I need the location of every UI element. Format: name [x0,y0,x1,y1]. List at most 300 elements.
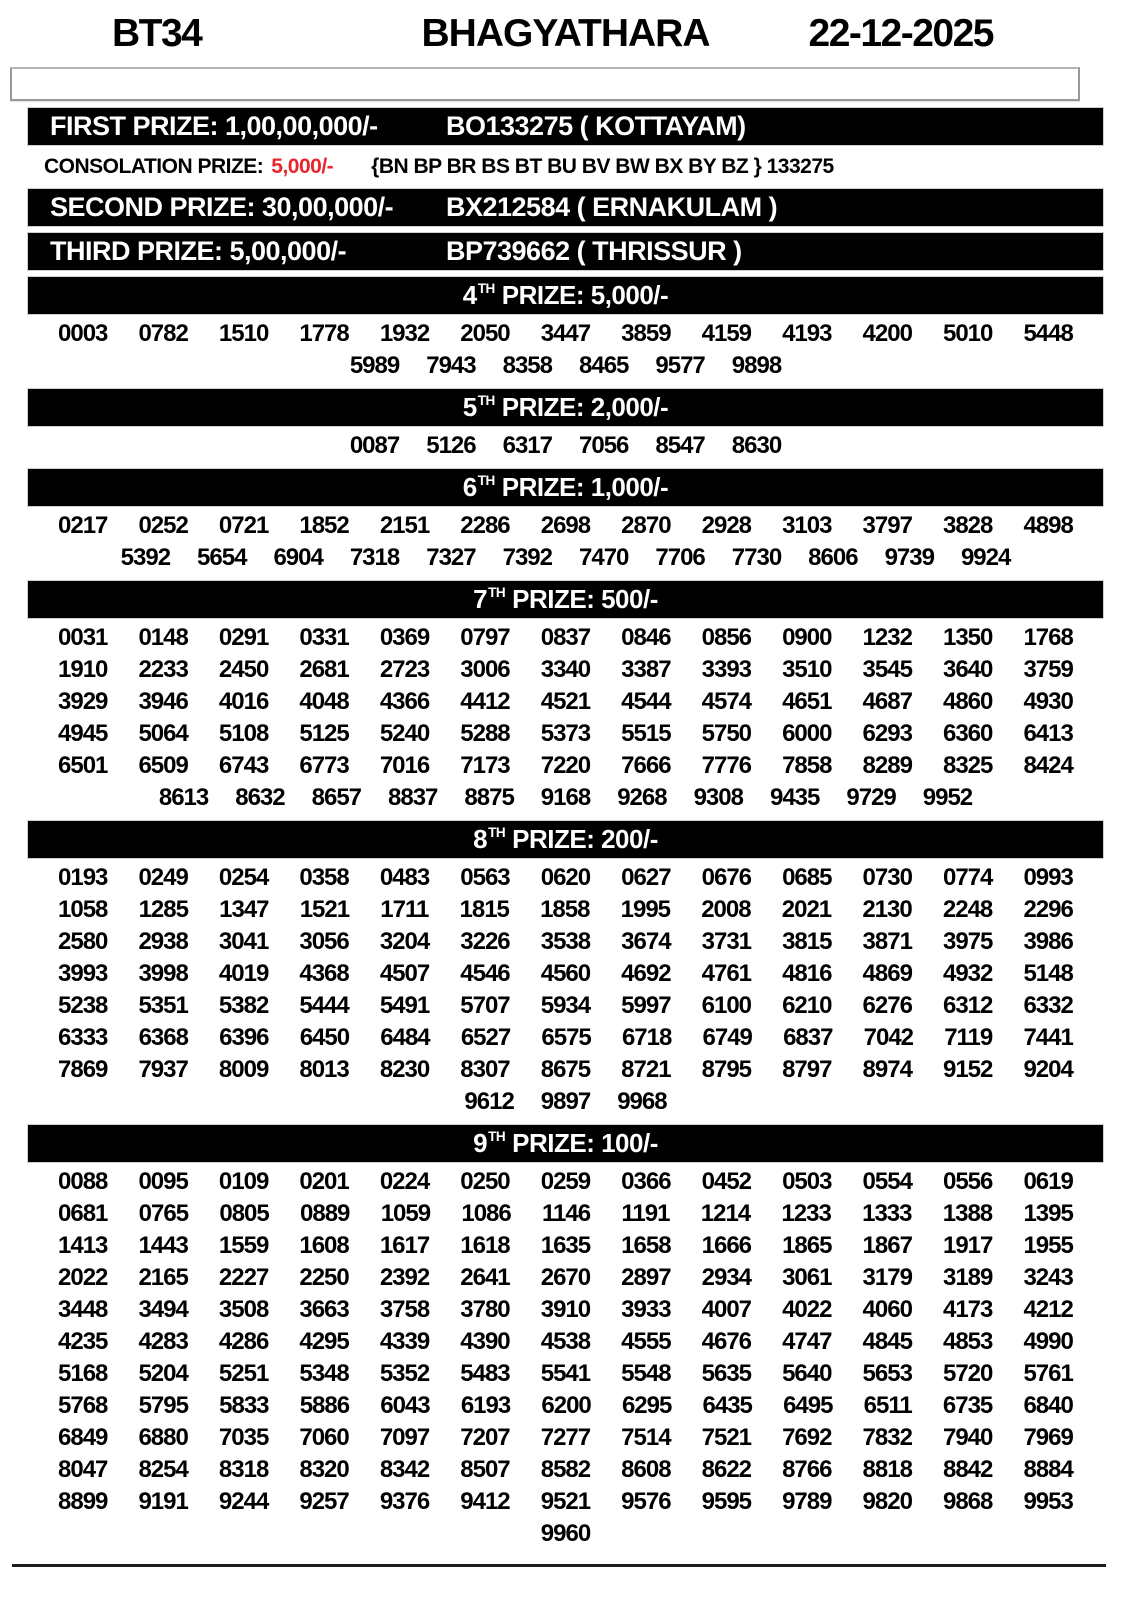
winning-number: 4898 [1023,512,1073,539]
winning-number: 5204 [138,1360,188,1387]
prize-amount-label: PRIZE: 2,000/- [501,392,669,422]
winning-number: 2151 [379,512,430,539]
prize-amount-label: PRIZE: 5,000/- [501,280,669,310]
winning-number: 5348 [299,1360,349,1387]
winning-number: 2723 [379,656,430,683]
winning-number: 3797 [862,512,912,539]
prize-7th-header: 7 TH PRIZE: 500/- [28,581,1103,618]
winning-number: 9924 [960,544,1011,571]
winning-number: 0721 [218,512,269,539]
winning-number: 2165 [138,1264,188,1291]
winning-number: 7016 [379,752,430,779]
winning-number: 4692 [621,960,671,987]
winning-number: 4019 [218,960,269,987]
winning-number: 9968 [617,1088,667,1115]
winning-numbers-row [28,750,1103,782]
winning-number: 4932 [942,960,993,987]
winning-numbers-row [28,1454,1103,1486]
winning-number: 3508 [218,1296,269,1323]
winning-numbers-row [28,1230,1103,1262]
winning-number: 1858 [540,896,590,923]
winning-number: 6749 [702,1024,752,1051]
winning-number: 1635 [540,1232,591,1259]
bottom-divider [12,1564,1106,1567]
winning-number: 5833 [219,1392,269,1419]
winning-number: 1059 [380,1200,431,1227]
winning-number: 1146 [542,1200,591,1227]
winning-numbers-row [28,1422,1103,1454]
winning-number: 0249 [138,864,188,891]
winning-numbers-row [28,1054,1103,1086]
winning-number: 2580 [58,928,108,955]
winning-number: 8465 [579,352,629,379]
winning-numbers-row [28,1294,1103,1326]
winning-number: 0676 [701,864,752,891]
winning-number: 5768 [58,1392,108,1419]
winning-number: 8837 [388,784,438,811]
winning-number: 8657 [311,784,362,811]
winning-number: 3758 [379,1296,430,1323]
winning-number: 2130 [862,896,912,923]
winning-numbers-row [28,318,1103,350]
winning-number: 7056 [579,432,629,459]
winning-number: 0765 [138,1200,189,1227]
winning-number: 3933 [621,1296,671,1323]
winning-number: 0095 [138,1168,188,1195]
winning-number: 8884 [1023,1456,1073,1483]
winning-number: 3859 [621,320,671,347]
winning-number: 4990 [1023,1328,1073,1355]
winning-number: 4390 [460,1328,510,1355]
winning-number: 5392 [120,544,171,571]
winning-number: 3393 [701,656,752,683]
winning-numbers-row [28,622,1103,654]
winning-number: 0554 [862,1168,912,1195]
winning-number: 3061 [782,1264,832,1291]
third-prize-label: THIRD PRIZE: 5,00,000/- [50,236,347,266]
winning-number: 5010 [942,320,993,347]
winning-number: 2934 [701,1264,752,1291]
winning-number: 4159 [701,320,752,347]
second-prize-bar [28,189,1103,226]
winning-number: 0503 [782,1168,832,1195]
winning-number: 4060 [862,1296,912,1323]
winning-number: 2296 [1023,896,1073,923]
winning-number: 9576 [621,1488,671,1515]
winning-number: 0856 [701,624,752,651]
winning-number: 1618 [460,1232,510,1259]
winning-number: 6880 [138,1424,188,1451]
winning-number: 3731 [701,928,752,955]
winning-number: 8507 [460,1456,510,1483]
winning-number: 1191 [621,1200,670,1227]
winning-number: 4022 [782,1296,832,1323]
winning-number: 6193 [460,1392,511,1419]
winning-number: 1347 [219,896,269,923]
winning-number: 4007 [701,1296,752,1323]
winning-number: 4747 [782,1328,832,1355]
winning-number: 6396 [219,1024,269,1051]
winning-number: 5515 [621,720,671,747]
winning-number: 1711 [380,896,429,923]
winning-number: 0148 [138,624,188,651]
winning-number: 4507 [379,960,430,987]
winning-number: 7858 [782,752,832,779]
winning-number: 3998 [138,960,188,987]
winning-number: 3226 [460,928,510,955]
winning-numbers-row [28,1166,1103,1198]
winning-number: 8608 [621,1456,671,1483]
winning-number: 5351 [138,992,188,1019]
winning-number: 8842 [942,1456,993,1483]
winning-number: 1666 [701,1232,752,1259]
winning-number: 1658 [621,1232,671,1259]
winning-number: 3243 [1023,1264,1073,1291]
winning-number: 1395 [1023,1200,1073,1227]
winning-number: 1768 [1023,624,1073,651]
winning-number: 6840 [1023,1392,1073,1419]
winning-number: 5761 [1023,1360,1073,1387]
winning-number: 0088 [58,1168,108,1195]
winning-number: 1955 [1023,1232,1073,1259]
winning-number: 4283 [138,1328,188,1355]
winning-number: 6904 [273,544,323,571]
winning-number: 2698 [540,512,591,539]
winning-number: 7776 [701,752,752,779]
winning-number: 9191 [138,1488,188,1515]
winning-number: 0619 [1023,1168,1073,1195]
winning-number: 7097 [379,1424,430,1451]
lower-prize-sections [28,277,1103,1550]
winning-number: 1867 [862,1232,912,1259]
winning-number: 9595 [701,1488,752,1515]
prize-ordinal: 8 [473,824,488,854]
winning-number: 4574 [701,688,752,715]
winning-number: 6501 [58,752,108,779]
winning-number: 0797 [460,624,510,651]
winning-number: 8632 [235,784,285,811]
winning-number: 5168 [58,1360,108,1387]
winning-number: 5148 [1023,960,1073,987]
winning-number: 6509 [138,752,188,779]
winning-number: 8358 [502,352,552,379]
winning-number: 3640 [942,656,993,683]
winning-number: 8795 [701,1056,752,1083]
winning-number: 7969 [1023,1424,1073,1451]
winning-number: 5654 [197,544,247,571]
winning-number: 6276 [862,992,912,1019]
winning-number: 0366 [621,1168,671,1195]
winning-number: 8613 [158,784,209,811]
winning-number: 0483 [379,864,430,891]
winning-number: 7514 [621,1424,671,1451]
winning-number: 5126 [426,432,476,459]
winning-number: 3674 [621,928,671,955]
winning-number: 5240 [379,720,430,747]
winning-number: 2928 [701,512,752,539]
winning-number: 0774 [942,864,993,891]
winning-numbers-row [28,350,1103,382]
winning-number: 5707 [460,992,510,1019]
first-prize-bar [28,108,1103,145]
winning-number: 2022 [58,1264,108,1291]
winning-number: 5352 [379,1360,430,1387]
winning-number: 8899 [58,1488,108,1515]
winning-number: 2897 [621,1264,671,1291]
winning-number: 3759 [1023,656,1073,683]
winning-number: 8606 [808,544,858,571]
winning-number: 5548 [621,1360,671,1387]
winning-number: 4212 [1023,1296,1073,1323]
winning-number: 8318 [218,1456,269,1483]
winning-number: 6210 [782,992,832,1019]
winning-number: 8009 [218,1056,269,1083]
winning-number: 7666 [621,752,671,779]
winning-number: 7042 [863,1024,914,1051]
page-header [0,12,1131,62]
winning-number: 3975 [942,928,993,955]
third-prize-bar [28,233,1103,270]
winning-number: 7730 [731,544,782,571]
winning-number: 9789 [782,1488,832,1515]
winning-number: 7470 [579,544,629,571]
winning-number: 0846 [621,624,671,651]
winning-number: 1917 [942,1232,993,1259]
winning-number: 3447 [540,320,591,347]
second-prize-winner: BX212584 ( ERNAKULAM ) [446,192,778,222]
winning-number: 8622 [701,1456,752,1483]
winning-number: 8582 [540,1456,591,1483]
winning-number: 7220 [540,752,591,779]
winning-number: 5886 [299,1392,350,1419]
winning-number: 5640 [782,1360,832,1387]
winning-number: 3545 [862,656,912,683]
winning-number: 3946 [138,688,188,715]
winning-number: 2050 [460,320,510,347]
prize-amount-label: PRIZE: 100/- [512,1128,658,1158]
prize-ordinal: 6 [462,472,477,502]
winning-number: 5483 [460,1360,510,1387]
winning-number: 6718 [621,1024,672,1051]
winning-number: 5251 [218,1360,269,1387]
winning-number: 7706 [655,544,705,571]
winning-number: 0254 [218,864,269,891]
consolation-label: CONSOLATION PRIZE: [44,154,264,178]
winning-number: 1413 [58,1232,108,1259]
winning-number: 3448 [58,1296,108,1323]
winning-number: 1285 [138,896,188,923]
winning-number: 1852 [299,512,349,539]
winning-number: 9820 [862,1488,912,1515]
empty-banner-box [10,67,1080,101]
winning-number: 4860 [942,688,993,715]
winning-number: 1058 [58,896,108,923]
winning-number: 6332 [1023,992,1073,1019]
winning-number: 4869 [862,960,912,987]
winning-number: 6413 [1023,720,1073,747]
winning-numbers-row [28,958,1103,990]
third-prize-winner: BP739662 ( THRISSUR ) [446,236,742,266]
winning-number: 8797 [782,1056,832,1083]
winning-number: 7318 [349,544,400,571]
winning-number: 2870 [621,512,671,539]
winning-number: 8325 [942,752,993,779]
prize-amount-label: PRIZE: 200/- [512,824,658,854]
winning-number: 4200 [862,320,912,347]
winning-number: 9257 [299,1488,349,1515]
prize-8th-header: 8 TH PRIZE: 200/- [28,821,1103,858]
winning-number: 2450 [218,656,269,683]
winning-numbers-row [28,1326,1103,1358]
winning-number: 0250 [460,1168,510,1195]
winning-number: 3910 [540,1296,591,1323]
winning-number: 5997 [621,992,671,1019]
winning-number: 5108 [218,720,269,747]
winning-numbers-row [28,990,1103,1022]
winning-number: 3204 [379,928,430,955]
winning-number: 8675 [540,1056,591,1083]
winning-number: 4412 [460,688,510,715]
winning-number: 5125 [299,720,349,747]
winning-number: 0252 [138,512,188,539]
results-content [28,108,1103,1550]
winning-numbers-row [28,862,1103,894]
winning-number: 0358 [299,864,349,891]
winning-number: 2670 [540,1264,591,1291]
consolation-amount: 5,000/- [271,154,334,178]
winning-number: 8289 [862,752,912,779]
consolation-series: {BN BP BR BS BT BU BV BW BX BY BZ } 133275 [371,154,834,178]
prize-6th-header: 6 TH PRIZE: 1,000/- [28,469,1103,506]
winning-number: 3510 [782,656,832,683]
winning-number: 6849 [58,1424,108,1451]
winning-numbers-row [28,926,1103,958]
winning-number: 7692 [782,1424,832,1451]
winning-number: 5238 [58,992,108,1019]
winning-number: 2021 [781,896,832,923]
winning-number: 7869 [58,1056,108,1083]
winning-numbers-row [28,1390,1103,1422]
winning-number: 4235 [58,1328,108,1355]
winning-number: 0782 [138,320,188,347]
winning-number: 3828 [942,512,993,539]
draw-code: BT34 [112,12,202,55]
winning-number: 2008 [701,896,751,923]
winning-number: 0681 [58,1200,108,1227]
winning-number: 6368 [138,1024,188,1051]
winning-number: 4368 [299,960,349,987]
winning-number: 1510 [218,320,269,347]
winning-number: 5989 [349,352,400,379]
winning-number: 6837 [783,1024,833,1051]
winning-number: 1233 [781,1200,831,1227]
consolation-prize-row [28,152,1103,181]
winning-number: 1559 [218,1232,269,1259]
winning-number: 1232 [862,624,912,651]
winning-number: 7392 [502,544,552,571]
winning-number: 9729 [846,784,896,811]
winning-number: 3340 [540,656,591,683]
winning-number: 4016 [218,688,269,715]
winning-numbers-row [28,1486,1103,1518]
winning-number: 3494 [138,1296,188,1323]
winning-number: 0900 [782,624,832,651]
prize-5th-header: 5 TH PRIZE: 2,000/- [28,389,1103,426]
winning-number: 2227 [218,1264,269,1291]
winning-number: 1932 [379,320,430,347]
winning-number: 4687 [862,688,912,715]
winning-number: 1333 [862,1200,912,1227]
winning-number: 4816 [782,960,832,987]
winning-number: 5653 [862,1360,912,1387]
winning-number: 3815 [782,928,832,955]
winning-number: 3871 [862,928,912,955]
winning-number: 0620 [540,864,591,891]
winning-number: 9898 [731,352,782,379]
winning-number: 6000 [782,720,832,747]
winning-number: 6100 [701,992,752,1019]
winning-number: 9244 [218,1488,269,1515]
winning-number: 6200 [541,1392,591,1419]
winning-number: 9435 [769,784,820,811]
winning-number: 0331 [299,624,349,651]
winning-number: 2641 [460,1264,510,1291]
winning-number: 8424 [1023,752,1073,779]
winning-number: 6435 [702,1392,752,1419]
lottery-name: BHAGYATHARA [421,12,710,55]
winning-number: 7035 [218,1424,269,1451]
winning-number: 1910 [58,656,108,683]
winning-number: 7327 [426,544,476,571]
winning-numbers-row [28,1358,1103,1390]
winning-number: 9739 [884,544,934,571]
winning-numbers-row [28,686,1103,718]
winning-number: 4560 [540,960,591,987]
prize-ordinal: 9 [473,1128,488,1158]
winning-number: 6735 [942,1392,993,1419]
winning-number: 2392 [379,1264,430,1291]
winning-number: 1443 [138,1232,188,1259]
winning-number: 8307 [460,1056,510,1083]
winning-numbers-row [28,1518,1103,1550]
winning-number: 3387 [621,656,671,683]
winning-number: 4173 [942,1296,993,1323]
winning-numbers-row [28,430,1103,462]
winning-number: 6495 [783,1392,833,1419]
winning-number: 0837 [540,624,591,651]
winning-number: 6743 [218,752,269,779]
winning-number: 2250 [299,1264,349,1291]
winning-number: 0201 [299,1168,349,1195]
winning-number: 7119 [944,1024,993,1051]
winning-numbers-row [28,1262,1103,1294]
winning-number: 9953 [1023,1488,1073,1515]
winning-number: 0259 [540,1168,591,1195]
winning-number: 6773 [299,752,349,779]
winning-number: 2248 [942,896,993,923]
prize-amount-label: PRIZE: 500/- [512,584,658,614]
winning-number: 5491 [379,992,430,1019]
winning-numbers-row [28,1022,1103,1054]
winning-number: 0563 [460,864,510,891]
winning-number: 9521 [540,1488,591,1515]
winning-number: 1995 [620,896,671,923]
winning-number: 9612 [464,1088,514,1115]
winning-number: 7277 [540,1424,591,1451]
winning-number: 5934 [540,992,591,1019]
winning-number: 7940 [942,1424,993,1451]
winning-number: 6575 [541,1024,591,1051]
